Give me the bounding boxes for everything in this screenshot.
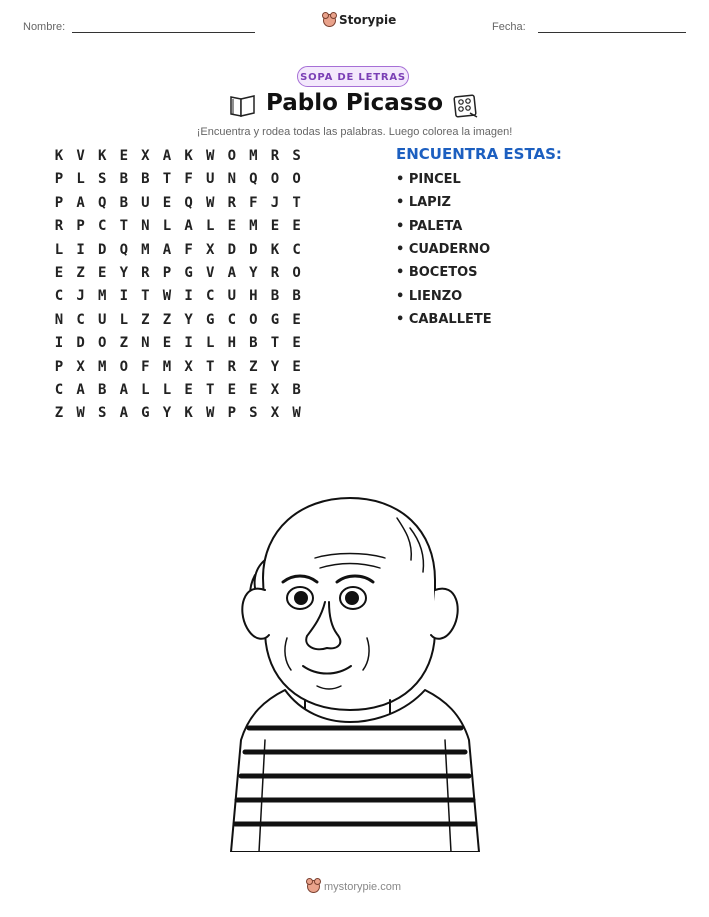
grid-letter[interactable]: U — [205, 171, 215, 188]
grid-letter[interactable]: B — [141, 171, 150, 188]
date-line[interactable] — [538, 32, 686, 33]
grid-letter[interactable]: P — [54, 358, 64, 375]
grid-letter[interactable]: W — [205, 148, 215, 164]
grid-letter[interactable]: O — [227, 148, 237, 164]
grid-letter[interactable]: K — [54, 148, 64, 164]
wordlist-item: • CABALLETE — [396, 311, 492, 327]
grid-letter[interactable]: W — [292, 405, 301, 422]
grid-letter[interactable]: G — [184, 265, 193, 281]
grid-letter[interactable]: E — [162, 335, 172, 352]
grid-letter[interactable]: X — [184, 358, 193, 375]
wordlist-item: • LIENZO — [396, 288, 463, 304]
grid-letter[interactable]: L — [162, 382, 172, 398]
grid-letter[interactable]: L — [205, 335, 215, 352]
grid-letter[interactable]: Y — [184, 311, 193, 328]
grid-letter[interactable]: O — [270, 171, 280, 188]
grid-letter[interactable]: L — [119, 311, 129, 328]
grid-letter[interactable]: N — [227, 171, 237, 188]
grid-letter[interactable]: D — [227, 241, 237, 258]
grid-letter[interactable]: A — [76, 382, 85, 398]
grid-letter[interactable]: J — [76, 288, 85, 305]
grid-letter[interactable]: A — [119, 382, 129, 398]
grid-letter[interactable]: E — [292, 218, 301, 235]
grid-letter[interactable]: E — [54, 265, 64, 281]
grid-letter[interactable]: B — [292, 288, 301, 305]
picasso-coloring-illustration — [225, 490, 485, 852]
grid-letter[interactable]: R — [54, 218, 64, 235]
grid-letter[interactable]: R — [227, 194, 237, 211]
grid-letter[interactable]: A — [76, 194, 85, 211]
grid-letter[interactable]: L — [162, 218, 172, 235]
grid-letter[interactable]: G — [270, 311, 280, 328]
grid-letter[interactable]: Y — [249, 265, 258, 281]
grid-letter[interactable]: D — [97, 241, 107, 258]
date-label: Fecha: — [492, 21, 526, 33]
grid-letter[interactable]: X — [141, 148, 150, 164]
grid-letter[interactable]: B — [97, 382, 107, 398]
grid-letter[interactable]: K — [97, 148, 107, 164]
grid-letter[interactable]: P — [54, 171, 64, 188]
grid-letter[interactable]: P — [162, 265, 172, 281]
grid-letter[interactable]: C — [205, 288, 215, 305]
grid-letter[interactable]: Z — [249, 358, 258, 375]
grid-letter[interactable]: A — [227, 265, 237, 281]
grid-letter[interactable]: M — [162, 358, 172, 375]
wordlist-item: • PALETA — [396, 218, 463, 234]
grid-letter[interactable]: E — [162, 194, 172, 211]
grid-letter[interactable]: C — [76, 311, 85, 328]
wordlist-item: • CUADERNO — [396, 241, 491, 257]
grid-letter[interactable]: T — [141, 288, 150, 305]
grid-letter[interactable]: N — [54, 311, 64, 328]
grid-letter[interactable]: T — [205, 382, 215, 398]
grid-letter[interactable]: S — [249, 405, 258, 422]
grid-letter[interactable]: V — [76, 148, 85, 164]
page-title: Pablo Picasso — [266, 90, 443, 116]
grid-letter[interactable]: I — [184, 288, 193, 305]
grid-letter[interactable]: N — [141, 335, 150, 352]
grid-letter[interactable]: B — [249, 335, 258, 352]
grid-letter[interactable]: E — [270, 218, 280, 235]
grid-letter[interactable]: R — [227, 358, 237, 375]
grid-letter[interactable]: W — [205, 405, 215, 422]
wordlist-item: • LAPIZ — [396, 195, 451, 211]
grid-letter[interactable]: B — [119, 171, 129, 188]
activity-badge: SOPA DE LETRAS — [297, 66, 409, 87]
grid-letter[interactable]: E — [249, 382, 258, 398]
grid-letter[interactable]: Q — [249, 171, 258, 188]
grid-letter[interactable]: D — [76, 335, 85, 352]
grid-letter[interactable]: P — [54, 194, 64, 211]
grid-letter[interactable]: Y — [162, 405, 172, 422]
grid-letter[interactable]: T — [119, 218, 129, 235]
grid-letter[interactable]: U — [227, 288, 237, 305]
grid-letter[interactable]: Z — [141, 311, 150, 328]
grid-letter[interactable]: F — [184, 241, 193, 258]
grid-letter[interactable]: K — [184, 405, 193, 422]
name-line[interactable] — [72, 32, 255, 33]
grid-letter[interactable]: Z — [162, 311, 172, 328]
grid-letter[interactable]: Q — [184, 194, 193, 211]
grid-letter[interactable]: X — [76, 358, 85, 375]
grid-letter[interactable]: X — [270, 405, 280, 422]
grid-letter[interactable]: X — [270, 382, 280, 398]
grid-letter[interactable]: N — [141, 218, 150, 235]
grid-letter[interactable]: E — [227, 382, 237, 398]
brand-logo — [323, 13, 396, 27]
grid-letter[interactable]: V — [205, 265, 215, 281]
grid-letter[interactable]: Q — [119, 241, 129, 258]
grid-letter[interactable]: T — [162, 171, 172, 188]
grid-letter[interactable]: B — [119, 194, 129, 211]
grid-letter[interactable]: W — [205, 194, 215, 211]
bear-face-icon — [323, 14, 336, 27]
grid-letter[interactable]: Y — [270, 358, 280, 375]
grid-letter[interactable]: O — [119, 358, 129, 375]
brand-text: Storypie — [339, 13, 397, 27]
footer-url[interactable]: mystorypie.com — [324, 880, 402, 893]
grid-letter[interactable]: R — [270, 265, 280, 281]
grid-letter[interactable]: Z — [119, 335, 129, 352]
grid-letter[interactable]: C — [97, 218, 107, 235]
grid-letter[interactable]: P — [76, 218, 85, 235]
grid-letter[interactable]: M — [97, 358, 107, 375]
grid-letter[interactable]: L — [141, 382, 150, 398]
grid-letter[interactable]: U — [141, 194, 150, 211]
grid-letter[interactable]: S — [292, 148, 301, 164]
grid-letter[interactable]: H — [227, 335, 237, 352]
grid-letter[interactable]: B — [292, 382, 301, 398]
grid-letter[interactable]: O — [292, 265, 301, 281]
grid-letter[interactable]: A — [162, 241, 172, 258]
grid-letter[interactable]: E — [119, 148, 129, 164]
grid-letter[interactable]: K — [270, 241, 280, 258]
instructions: ¡Encuentra y rodea todas las palabras. Luego colorea la imagen! — [196, 126, 513, 138]
grid-letter[interactable]: F — [184, 171, 193, 188]
wordlist-item: • PINCEL — [396, 172, 461, 187]
grid-letter[interactable]: M — [141, 241, 150, 258]
grid-letter[interactable]: L — [205, 218, 215, 235]
grid-letter[interactable]: E — [97, 265, 107, 281]
grid-letter[interactable]: E — [184, 382, 193, 398]
name-label: Nombre: — [23, 21, 66, 33]
grid-letter[interactable]: R — [141, 265, 150, 281]
grid-letter[interactable]: L — [54, 241, 64, 258]
grid-letter[interactable]: M — [97, 288, 107, 305]
grid-letter[interactable]: Z — [54, 405, 64, 422]
grid-letter[interactable]: E — [292, 311, 301, 328]
grid-letter[interactable]: C — [54, 382, 64, 398]
grid-letter[interactable]: A — [162, 148, 172, 164]
grid-letter[interactable]: C — [54, 288, 64, 305]
grid-letter[interactable]: P — [227, 405, 237, 422]
grid-letter[interactable]: W — [162, 288, 172, 305]
grid-letter[interactable]: Q — [97, 194, 107, 211]
grid-letter[interactable]: K — [184, 148, 193, 164]
wordlist-title: ENCUENTRA ESTAS: — [396, 145, 562, 163]
grid-letter[interactable]: G — [141, 405, 150, 422]
footer — [307, 880, 401, 893]
grid-letter[interactable]: E — [292, 335, 301, 352]
grid-letter[interactable]: T — [270, 335, 280, 352]
grid-letter[interactable]: E — [227, 218, 237, 235]
paint-palette-icon — [453, 93, 479, 119]
grid-letter[interactable]: C — [292, 241, 301, 258]
grid-letter[interactable]: H — [249, 288, 258, 305]
grid-letter[interactable]: B — [270, 288, 280, 305]
grid-letter[interactable]: M — [249, 218, 258, 235]
grid-letter[interactable]: T — [205, 358, 215, 375]
grid-letter[interactable]: S — [97, 405, 107, 422]
grid-letter[interactable]: M — [249, 148, 258, 164]
grid-letter[interactable]: R — [270, 148, 280, 164]
grid-letter[interactable]: I — [76, 241, 85, 258]
grid-letter[interactable]: C — [227, 311, 237, 328]
grid-letter[interactable]: O — [97, 335, 107, 352]
grid-letter[interactable]: W — [76, 405, 85, 422]
grid-letter[interactable]: I — [184, 335, 193, 352]
grid-letter[interactable]: G — [205, 311, 215, 328]
grid-letter[interactable]: U — [97, 311, 107, 328]
grid-letter[interactable]: D — [249, 241, 258, 258]
bear-face-icon — [307, 880, 320, 893]
grid-letter[interactable]: Y — [119, 265, 129, 281]
grid-letter[interactable]: X — [205, 241, 215, 258]
grid-letter[interactable]: J — [270, 194, 280, 211]
grid-letter[interactable]: Z — [76, 265, 85, 281]
grid-letter[interactable]: E — [292, 358, 301, 375]
grid-letter[interactable]: F — [249, 194, 258, 211]
grid-letter[interactable]: F — [141, 358, 150, 375]
grid-letter[interactable]: O — [292, 171, 301, 188]
grid-letter[interactable]: A — [119, 405, 129, 422]
grid-letter[interactable]: L — [76, 171, 85, 188]
grid-letter[interactable]: O — [249, 311, 258, 328]
wordlist-item: • BOCETOS — [396, 265, 478, 281]
grid-letter[interactable]: A — [184, 218, 193, 235]
grid-letter[interactable]: S — [97, 171, 107, 188]
grid-letter[interactable]: T — [292, 194, 301, 211]
grid-letter[interactable]: I — [119, 288, 129, 305]
grid-letter[interactable]: I — [54, 335, 64, 352]
